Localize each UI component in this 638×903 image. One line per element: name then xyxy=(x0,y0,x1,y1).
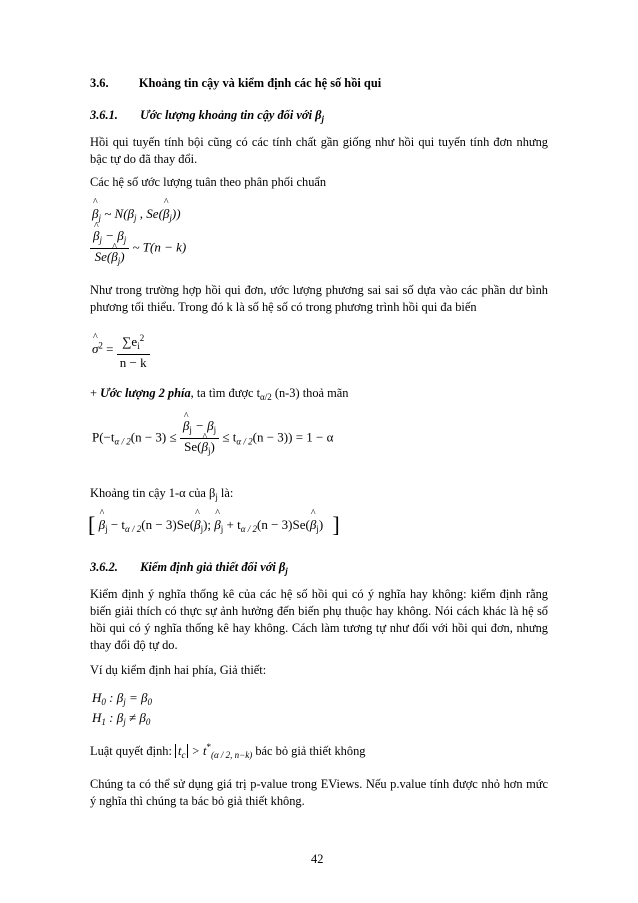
paragraph-variance: Như trong trường hợp hồi qui đơn, ước lượng phương sai sai số dựa vào các phần dư bình phương tối thiểu. Trong đó k là số hệ số có trong phương trình hồi qui đa biến xyxy=(90,283,548,314)
subsection-number: 3.6.1. xyxy=(90,108,118,122)
paragraph-intro: Hồi qui tuyến tính bội cũng có các tính chất gần giống như hồi qui tuyến tính đơn nhưng bậc tự do đã thay đổi. xyxy=(90,135,548,166)
equation-probability: $P(-t_{\alpha / 2}(n - 3)$ ≤ ^ $\frac{\beta_j - \beta_j}{Se(\^{} \beta_j)}$ ≤ $t_{\alpha / 2}(n - 3)) = 1 - \alpha$ xyxy=(92,418,333,459)
paragraph-decision-rule: Luật quyết định: $t_c > t^*_{(\alpha / 2, n-k)}$ bác bỏ giả thiết không xyxy=(90,742,366,760)
equation-t-distribution: ^ $\frac{\beta_j - \beta_j}{Se(\^{} \beta_j)}$ ~ T(n − k) xyxy=(90,228,186,269)
equation-beta-normal: ^ $\beta_j$ ~ $N(\beta_j$ , Se(^ $\beta_j$)) xyxy=(92,206,181,223)
section-heading xyxy=(90,76,381,91)
paragraph-example: Ví dụ kiểm định hai phía, Giả thiết: xyxy=(90,663,267,677)
paragraph-normal-dist: Các hệ số ước lượng tuân theo phân phối chuẩn xyxy=(90,175,327,189)
paragraph-two-sided: + Ước lượng 2 phía, ta tìm được $t_{\alpha/2}$ (n-3) thoả mãn xyxy=(90,386,349,402)
equation-sigma: ^ $\sigma^2$ = $\frac{\sum e_i^2}{n - k}$ xyxy=(92,330,150,371)
paragraph-significance: Kiểm định ý nghĩa thống kê của các hệ số hồi qui có ý nghĩa hay không: kiểm định rằng biến giải thích có thực sự ảnh hưởng đến biến phụ thuộc hay không. Nói cách khác là hệ số hồi qui có ý nghĩa thống kê hay không. Cách làm tương tự như đối với hồi qui đơn, nhưng thay đổi độ tự do. xyxy=(90,587,548,652)
paragraph-pvalue: Chúng ta có thể sử dụng giá trị p-value trong EViews. Nếu p.value tính được nhỏ hơn mức ý nghĩa thì chúng ta bác bỏ giả thiết không. xyxy=(90,777,548,808)
page-number: 42 xyxy=(311,852,324,866)
equation-interval: [ ^ $\beta_j - t_{\alpha / 2}(n$ − 3)Se(^ $\beta_j$); ^ $\beta_j + t_{\alpha / 2}(n$ − 3)Se(^ $\beta_j$) ] xyxy=(88,512,340,538)
hypothesis-h0: $H_0$ : $\beta_j = \beta_0$ xyxy=(92,690,152,707)
section-title: Khoảng tin cậy và kiểm định các hệ số hồi qui xyxy=(138,76,382,90)
subsection-title: Ước lượng khoảng tin cậy đối với β xyxy=(140,108,322,122)
hypothesis-h1: $H_1$ : $\beta_j \ne \beta_0$ xyxy=(92,710,151,727)
subsection-heading-1: 3.6.1. Ước lượng khoảng tin cậy đối với $\beta_j$ xyxy=(90,108,324,124)
subsection-heading-2: 3.6.2. Kiểm định giả thiết đối với $\beta_j$ xyxy=(90,560,288,576)
subsection-number: 3.6.2. xyxy=(90,560,118,574)
paragraph-confidence: Khoảng tin cậy 1-α của $\beta_j$ là: xyxy=(90,486,234,502)
section-number: 3.6. xyxy=(90,76,109,90)
subsection-title: Kiểm định giả thiết đối với β xyxy=(140,560,286,574)
